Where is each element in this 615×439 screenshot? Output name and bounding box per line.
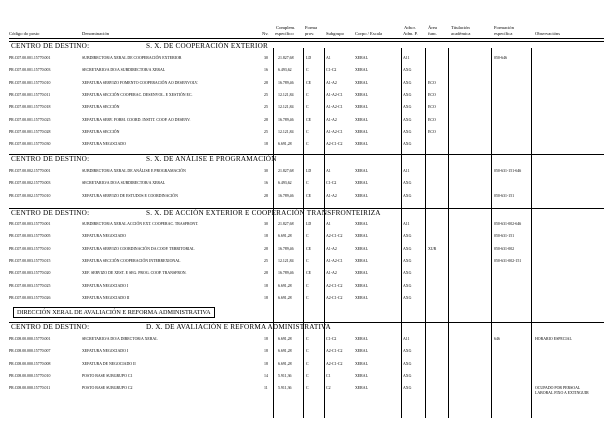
cell-codigo: PR.C07.00.001.15770.001 <box>9 56 51 60</box>
header-codigo: Código do posto <box>9 31 40 36</box>
cell-area: ECO <box>428 92 436 97</box>
section-heading <box>11 155 277 163</box>
cell-nv: 30 <box>264 222 268 226</box>
cell-subgrupo: A1 <box>326 222 331 226</box>
cell-forma: C <box>306 92 309 97</box>
cell-adscripcion: A11 <box>403 337 410 341</box>
cell-codigo: PR.C08.00.000.15770.011 <box>9 386 51 391</box>
cell-forma: C <box>306 181 309 186</box>
cell-codigo: PR.C07.00.002.15770.010 <box>9 193 51 198</box>
cell-complemento: 6.691,28 <box>278 234 292 239</box>
section-divider <box>9 154 604 155</box>
cell-nv: 18 <box>264 295 268 300</box>
boxed-heading: DIRECCIÓN XERAL DE AVALIACIÓN E REFORMA ADMINISTRATIVA <box>13 307 215 318</box>
cell-codigo: PR.C07.00.001.15770.010 <box>9 80 51 85</box>
header-forma2: prov. <box>305 31 315 36</box>
cell-adscripcion: AXG <box>403 181 412 186</box>
cell-denominacion: SUBDIRECTOR/A XERAL DE COOPERACIÓN EXTERIOR <box>82 56 182 60</box>
cell-adscripcion: AXG <box>403 386 412 391</box>
cell-observacions: HORARIO ESPECIAL <box>535 337 572 341</box>
cell-corpo: XERAL <box>355 349 368 354</box>
cell-subgrupo: C1-C2 <box>326 337 337 341</box>
cell-adscripcion: AXG <box>403 234 412 239</box>
cell-complemento: 21.827,68 <box>278 222 294 226</box>
cell-nv: 28 <box>264 193 268 198</box>
cell-denominacion: XEFATURA DE NEGOCIADO II <box>82 361 136 366</box>
cell-codigo: PR.C07.00.003.15770.005 <box>9 234 51 239</box>
cell-codigo: PR.C07.00.003.15770.001 <box>9 222 51 226</box>
cell-subgrupo: C1-C2 <box>326 68 337 73</box>
cell-complemento: 6.691,28 <box>278 295 292 300</box>
table-row <box>0 247 615 257</box>
cell-denominacion: XEFATURA SECCIÓN COOPERACIÓN INTERREXIONAL <box>82 258 181 263</box>
table-row <box>0 271 615 281</box>
table-row <box>0 68 615 78</box>
cell-subgrupo: A1-A2-C1 <box>326 129 343 134</box>
table-row <box>0 234 615 244</box>
cell-codigo: PR.C07.00.002.15770.001 <box>9 169 51 173</box>
cell-complemento: 6.691,28 <box>278 283 292 288</box>
cell-denominacion: XEFATURA SECCIÓN <box>82 105 120 110</box>
table-row <box>0 105 615 115</box>
cell-corpo: XERAL <box>355 68 368 73</box>
cell-corpo: XERAL <box>355 222 368 226</box>
cell-corpo: XERAL <box>355 92 368 97</box>
header-complem1: Complem. <box>276 25 296 30</box>
cell-denominacion: XEFATURA SECCIÓN <box>82 129 120 134</box>
cell-nv: 18 <box>264 337 268 341</box>
cell-observacions: OCUPADO POR PERSOAL LABORAL FIXO A EXTINGUIR <box>535 386 589 395</box>
table-row <box>0 259 615 269</box>
table-row <box>0 349 615 359</box>
cell-corpo: XERAL <box>355 271 368 276</box>
cell-codigo: PR.C07.00.003.15770.020 <box>9 271 51 276</box>
cell-formacion: 050-631-002-151 <box>494 258 522 263</box>
cell-corpo: XERAL <box>355 361 368 366</box>
cell-complemento: 12.121,84 <box>278 258 294 263</box>
table-row <box>0 93 615 103</box>
cell-nv: 11 <box>264 386 268 391</box>
cell-area: ECO <box>428 129 436 134</box>
cell-subgrupo: A1-A2-C1 <box>326 258 343 263</box>
cell-nv: 25 <box>264 258 268 263</box>
cell-forma: C <box>306 129 309 134</box>
cell-denominacion: SECRETARIO/A DO/A DIRECTOR/A XERAL <box>82 337 158 341</box>
table-row <box>0 169 615 179</box>
header-complem2: específico <box>275 31 294 36</box>
cell-adscripcion: AXG <box>403 193 412 198</box>
cell-adscripcion: AXG <box>403 246 412 251</box>
cell-forma: C <box>306 337 309 341</box>
cell-corpo: XERAL <box>355 169 368 173</box>
section-label: CENTRO DE DESTINO: <box>11 209 90 217</box>
cell-forma: C <box>306 361 309 366</box>
cell-codigo: PR.C07.00.002.15770.003 <box>9 181 51 186</box>
cell-corpo: XERAL <box>355 129 368 134</box>
cell-codigo: PR.C07.00.001.15770.011 <box>9 92 51 97</box>
cell-codigo: PR.C07.00.003.15770.026 <box>9 295 51 300</box>
cell-formacion: 050-631-151-646 <box>494 169 522 173</box>
cell-denominacion: SECRETARIO/A DO/A SUBDIRECTOR/A XERAL <box>82 68 166 73</box>
cell-forma: C <box>306 142 309 147</box>
cell-subgrupo: A2-C1-C2 <box>326 361 343 366</box>
cell-complemento: 12.121,84 <box>278 92 294 97</box>
cell-nv: 18 <box>264 349 268 354</box>
table-row <box>0 284 615 294</box>
cell-forma: LD <box>306 56 312 60</box>
header-nv: Nv. <box>262 31 269 36</box>
cell-subgrupo: A1-A2 <box>326 271 337 276</box>
cell-denominacion: SUBDIRECTOR/A XERAL DE ANÁLISE E PROGRAMACIÓN <box>82 169 186 173</box>
section-heading <box>11 209 381 217</box>
cell-nv: 28 <box>264 80 268 85</box>
cell-formacion: 050-631-151 <box>494 234 515 239</box>
cell-corpo: XERAL <box>355 386 368 391</box>
cell-codigo: PR.C07.00.003.15770.025 <box>9 283 51 288</box>
cell-subgrupo: C2 <box>326 386 331 391</box>
cell-adscripcion: AXG <box>403 295 412 300</box>
cell-adscripcion: AXG <box>403 105 412 110</box>
cell-formacion: 646 <box>494 337 500 341</box>
cell-denominacion: XEFATURA NEGOCIADO II <box>82 295 130 300</box>
cell-area: ECO <box>428 117 436 122</box>
cell-adscripcion: AXG <box>403 68 412 73</box>
cell-corpo: XERAL <box>355 258 368 263</box>
cell-denominacion: XEFATURA NEGOCIADO I <box>82 283 129 288</box>
cell-corpo: XERAL <box>355 234 368 239</box>
cell-nv: 28 <box>264 246 268 251</box>
cell-forma: C <box>306 283 309 288</box>
cell-adscripcion: A11 <box>403 222 410 226</box>
header-area2: func. <box>428 31 438 36</box>
cell-adscripcion: AXG <box>403 129 412 134</box>
cell-codigo: PR.C08.00.000.15770.007 <box>9 349 51 354</box>
cell-denominacion: XEFATURA SECCIÓN COOPERAC. DESENVOL. E XESTIÓN EC. <box>82 92 193 97</box>
header-divider <box>9 38 604 39</box>
cell-area: XUR <box>428 246 437 251</box>
cell-subgrupo: A2-C1-C2 <box>326 142 343 147</box>
cell-nv: 16 <box>264 181 268 186</box>
cell-subgrupo: A2-C1-C2 <box>326 295 343 300</box>
cell-corpo: XERAL <box>355 181 368 186</box>
cell-codigo: PR.C07.00.001.15770.003 <box>9 68 51 73</box>
cell-adscripcion: AXG <box>403 117 412 122</box>
cell-denominacion: SUBDIRECTOR/A XERAL ACCIÓN EXT. COOPERAC. TRASFRONT. <box>82 222 199 226</box>
header-adscr2: Adm. P. <box>403 31 418 36</box>
cell-subgrupo: A1 <box>326 169 331 173</box>
cell-forma: C <box>306 258 309 263</box>
cell-nv: 18 <box>264 283 268 288</box>
table-row <box>0 386 615 396</box>
cell-adscripcion: AXG <box>403 373 412 378</box>
cell-denominacion: XEFATURA NEGOCIADO <box>82 234 126 239</box>
cell-corpo: XERAL <box>355 80 368 85</box>
section-title: D. X. DE AVALIACIÓN E REFORMA ADMINISTRATIVA <box>146 323 331 331</box>
cell-codigo: PR.C07.00.003.15770.015 <box>9 258 51 263</box>
cell-forma: C <box>306 373 309 378</box>
cell-denominacion: SECRETARIO/A DO/A SUBDIRECTOR/A XERAL <box>82 181 166 186</box>
cell-adscripcion: AXG <box>403 361 412 366</box>
cell-nv: 18 <box>264 234 268 239</box>
cell-adscripcion: AXG <box>403 258 412 263</box>
header-adscr1: Adscr. <box>404 25 416 30</box>
cell-subgrupo: A2-C1-C2 <box>326 234 343 239</box>
section-heading <box>11 42 269 50</box>
cell-forma: C <box>306 386 309 391</box>
cell-forma: LD <box>306 169 312 173</box>
cell-subgrupo: A2-C1-C2 <box>326 349 343 354</box>
cell-codigo: PR.C08.00.000.15770.001 <box>9 337 51 341</box>
cell-complemento: 21.827,68 <box>278 169 294 173</box>
cell-nv: 16 <box>264 68 268 73</box>
cell-codigo: PR.C07.00.001.15770.028 <box>9 129 51 134</box>
cell-denominacion: XEFATURA SERVIZO FOMENTO COOPERACIÓN AO DESENVOLV. <box>82 80 199 85</box>
cell-complemento: 16.789,46 <box>278 80 294 85</box>
section-title: S. X. DE ACCIÓN EXTERIOR E COOPERACIÓN TRANSFRONTEIRIZA <box>146 209 381 217</box>
cell-complemento: 6.691,28 <box>278 349 292 354</box>
cell-nv: 30 <box>264 56 268 60</box>
cell-forma: C <box>306 295 309 300</box>
table-row <box>0 181 615 191</box>
cell-nv: 28 <box>264 117 268 122</box>
cell-forma: CE <box>306 117 311 122</box>
cell-forma: CE <box>306 271 311 276</box>
table-row <box>0 142 615 152</box>
cell-complemento: 6.493,62 <box>278 181 292 186</box>
cell-area: ECO <box>428 80 436 85</box>
section-label: CENTRO DE DESTINO: <box>11 42 90 50</box>
cell-denominacion: POSTO BASE SUBGRUPO C1 <box>82 373 133 378</box>
cell-nv: 18 <box>264 142 268 147</box>
cell-forma: C <box>306 349 309 354</box>
header-titulacion2: académica <box>451 31 471 36</box>
cell-subgrupo: A1-A2 <box>326 246 337 251</box>
table-row <box>0 374 615 384</box>
cell-denominacion: XEFATURA SERV. FORM. COORD. INSTIT. COOP. AO DESENV. <box>82 117 191 122</box>
cell-adscripcion: AXG <box>403 142 412 147</box>
cell-complemento: 6.691,28 <box>278 337 292 341</box>
cell-forma: CE <box>306 193 311 198</box>
cell-denominacion: XEFATURA NEGOCIADO <box>82 142 126 147</box>
table-row <box>0 337 615 347</box>
cell-corpo: XERAL <box>355 142 368 147</box>
cell-complemento: 16.789,46 <box>278 193 294 198</box>
section-title: S. X. DE ANÁLISE E PROGRAMACIÓN <box>146 155 277 163</box>
cell-adscripcion: A11 <box>403 56 410 60</box>
cell-formacion: 050-631-151 <box>494 193 515 198</box>
cell-forma: C <box>306 105 309 110</box>
header-formacion2: específica <box>494 31 513 36</box>
cell-formacion: 050-631-002 <box>494 246 515 251</box>
cell-nv: 25 <box>264 92 268 97</box>
cell-complemento: 12.121,84 <box>278 105 294 110</box>
cell-corpo: XERAL <box>355 105 368 110</box>
cell-corpo: XERAL <box>355 193 368 198</box>
header-area1: Área <box>428 25 437 30</box>
cell-subgrupo: A1-A2 <box>326 80 337 85</box>
cell-codigo: PR.C07.00.001.15770.018 <box>9 105 51 110</box>
cell-subgrupo: A1-A2 <box>326 117 337 122</box>
header-denominacion: Denominación <box>82 31 110 36</box>
cell-nv: 28 <box>264 271 268 276</box>
cell-adscripcion: AXG <box>403 92 412 97</box>
cell-corpo: XERAL <box>355 337 368 341</box>
cell-codigo: PR.C08.00.000.15770.008 <box>9 361 51 366</box>
table-row <box>0 296 615 306</box>
table-row <box>0 362 615 372</box>
cell-denominacion: XEF. SERVIZO DE XEST. E SEG. PROG. COOP. TRANSFRON. <box>82 271 187 276</box>
cell-subgrupo: A1-A2-C1 <box>326 105 343 110</box>
cell-complemento: 16.789,46 <box>278 246 294 251</box>
cell-denominacion: XEFATURA SERVIZO COORDINACIÓN DA COOP. TERRITORIAL <box>82 246 195 251</box>
cell-complemento: 16.789,46 <box>278 117 294 122</box>
cell-denominacion: POSTO BASE SUBGRUPO C2 <box>82 386 133 391</box>
section-heading <box>11 323 331 331</box>
cell-forma: CE <box>306 246 311 251</box>
table-row <box>0 194 615 204</box>
cell-subgrupo: A1-A2-C1 <box>326 92 343 97</box>
cell-corpo: XERAL <box>355 373 368 378</box>
cell-adscripcion: AXG <box>403 80 412 85</box>
header-formacion1: Formación <box>494 25 514 30</box>
cell-corpo: XERAL <box>355 117 368 122</box>
cell-area: ECO <box>428 105 436 110</box>
cell-codigo: PR.C07.00.001.15770.030 <box>9 142 51 147</box>
cell-corpo: XERAL <box>355 246 368 251</box>
section-divider <box>9 41 604 42</box>
header-forma1: Forma <box>305 25 317 30</box>
cell-complemento: 12.121,84 <box>278 129 294 134</box>
cell-codigo: PR.C08.00.000.15770.010 <box>9 373 51 378</box>
table-row <box>0 56 615 66</box>
cell-corpo: XERAL <box>355 56 368 60</box>
cell-corpo: XERAL <box>355 283 368 288</box>
cell-denominacion: XEFATURA SERVIZO DE ESTUDOS E COORDINACIÓN <box>82 193 178 198</box>
cell-adscripcion: AXG <box>403 349 412 354</box>
cell-complemento: 6.691,28 <box>278 142 292 147</box>
table-row <box>0 222 615 232</box>
header-corpo: Corpo / Escala <box>355 31 383 36</box>
cell-nv: 30 <box>264 169 268 173</box>
cell-complemento: 21.827,68 <box>278 56 294 60</box>
cell-forma: CE <box>306 80 311 85</box>
cell-denominacion: XEFATURA NEGOCIADO I <box>82 349 129 354</box>
cell-forma: C <box>306 68 309 73</box>
section-label: CENTRO DE DESTINO: <box>11 323 90 331</box>
cell-formacion: 050-631-002-646 <box>494 222 522 226</box>
cell-complemento: 16.789,46 <box>278 271 294 276</box>
cell-forma: C <box>306 234 309 239</box>
cell-subgrupo: A1-A2 <box>326 193 337 198</box>
cell-corpo: XERAL <box>355 295 368 300</box>
cell-nv: 25 <box>264 105 268 110</box>
header-observacions: Observacións <box>535 31 561 36</box>
cell-adscripcion: AXG <box>403 271 412 276</box>
cell-adscripcion: AXG <box>403 283 412 288</box>
cell-codigo: PR.C07.00.001.15770.025 <box>9 117 51 122</box>
cell-nv: 25 <box>264 129 268 134</box>
cell-complemento: 5.911,36 <box>278 373 292 378</box>
header-subgrupo: Subgrupo <box>326 31 344 36</box>
cell-complemento: 6.493,62 <box>278 68 292 73</box>
cell-subgrupo: C1 <box>326 373 331 378</box>
table-row <box>0 130 615 140</box>
cell-subgrupo: A2-C1-C2 <box>326 283 343 288</box>
cell-codigo: PR.C07.00.003.15770.010 <box>9 246 51 251</box>
cell-subgrupo: A1 <box>326 56 331 60</box>
cell-nv: 14 <box>264 373 268 378</box>
cell-subgrupo: C1-C2 <box>326 181 337 186</box>
cell-complemento: 6.691,28 <box>278 361 292 366</box>
cell-forma: LD <box>306 222 312 226</box>
header-titulacion1: Titulación <box>451 25 470 30</box>
table-row <box>0 118 615 128</box>
cell-formacion: 050-646 <box>494 56 507 60</box>
cell-adscripcion: A11 <box>403 169 410 173</box>
cell-nv: 18 <box>264 361 268 366</box>
section-label: CENTRO DE DESTINO: <box>11 155 90 163</box>
cell-complemento: 5.911,36 <box>278 386 292 391</box>
section-title: S. X. DE COOPERACIÓN EXTERIOR <box>146 42 269 50</box>
table-row <box>0 81 615 91</box>
